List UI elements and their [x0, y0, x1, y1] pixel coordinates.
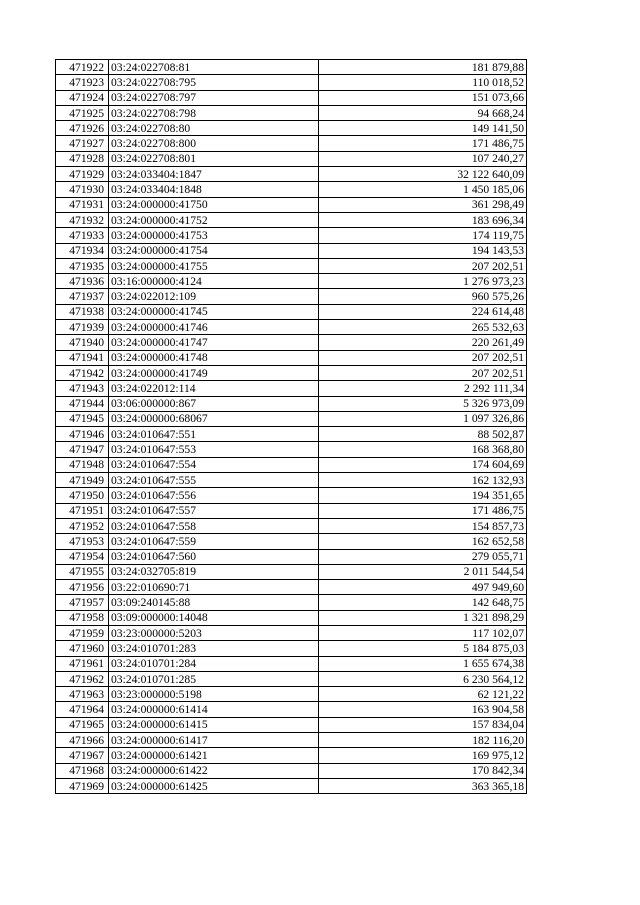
amount-cell: 207 202,51	[319, 258, 527, 273]
table-row	[56, 289, 527, 304]
table-row	[56, 518, 527, 533]
row-number-cell: 471938	[56, 304, 109, 319]
amount-cell: 1 655 674,38	[319, 656, 527, 671]
row-number-cell: 471922	[56, 60, 109, 75]
row-number-cell: 471946	[56, 427, 109, 442]
cadastral-code-cell: 03:24:000000:41755	[109, 258, 319, 273]
amount-cell: 32 122 640,09	[319, 167, 527, 182]
cadastral-code-cell: 03:24:000000:41752	[109, 212, 319, 227]
table-row	[56, 258, 527, 273]
amount-cell: 174 604,69	[319, 457, 527, 472]
amount-cell: 162 652,58	[319, 534, 527, 549]
row-number-cell: 471942	[56, 365, 109, 380]
table-row	[56, 136, 527, 151]
table-row	[56, 411, 527, 426]
amount-cell: 107 240,27	[319, 151, 527, 166]
cadastral-code-cell: 03:24:010647:553	[109, 442, 319, 457]
cadastral-code-cell: 03:24:000000:61421	[109, 748, 319, 763]
table-row	[56, 90, 527, 105]
table-row	[56, 105, 527, 120]
table-row	[56, 717, 527, 732]
table-row	[56, 381, 527, 396]
row-number-cell: 471961	[56, 656, 109, 671]
cadastral-code-cell: 03:24:022708:797	[109, 90, 319, 105]
row-number-cell: 471923	[56, 75, 109, 90]
row-number-cell: 471969	[56, 778, 109, 793]
cadastral-code-cell: 03:24:022012:109	[109, 289, 319, 304]
row-number-cell: 471960	[56, 641, 109, 656]
amount-cell: 207 202,51	[319, 365, 527, 380]
amount-cell: 169 975,12	[319, 748, 527, 763]
amount-cell: 151 073,66	[319, 90, 527, 105]
cadastral-code-cell: 03:24:022012:114	[109, 381, 319, 396]
row-number-cell: 471964	[56, 702, 109, 717]
cadastral-code-cell: 03:24:022708:795	[109, 75, 319, 90]
amount-cell: 1 321 898,29	[319, 610, 527, 625]
table-row	[56, 365, 527, 380]
table-row	[56, 473, 527, 488]
amount-cell: 1 097 326,86	[319, 411, 527, 426]
table-row	[56, 625, 527, 640]
row-number-cell: 471956	[56, 580, 109, 595]
table-row	[56, 320, 527, 335]
amount-cell: 110 018,52	[319, 75, 527, 90]
cadastral-code-cell: 03:24:000000:61415	[109, 717, 319, 732]
table-row	[56, 427, 527, 442]
table-row	[56, 228, 527, 243]
amount-cell: 171 486,75	[319, 503, 527, 518]
cadastral-code-cell: 03:24:010647:556	[109, 488, 319, 503]
cadastral-code-cell: 03:24:032705:819	[109, 564, 319, 579]
amount-cell: 220 261,49	[319, 335, 527, 350]
table-row	[56, 212, 527, 227]
table-row	[56, 151, 527, 166]
row-number-cell: 471943	[56, 381, 109, 396]
row-number-cell: 471924	[56, 90, 109, 105]
row-number-cell: 471930	[56, 182, 109, 197]
row-number-cell: 471925	[56, 105, 109, 120]
row-number-cell: 471950	[56, 488, 109, 503]
cadastral-code-cell: 03:24:022708:81	[109, 60, 319, 75]
amount-cell: 181 879,88	[319, 60, 527, 75]
cadastral-code-cell: 03:24:010647:557	[109, 503, 319, 518]
cadastral-code-cell: 03:24:000000:41750	[109, 197, 319, 212]
table-row	[56, 304, 527, 319]
amount-cell: 163 904,58	[319, 702, 527, 717]
amount-cell: 265 532,63	[319, 320, 527, 335]
cadastral-code-cell: 03:24:010647:551	[109, 427, 319, 442]
table-row	[56, 549, 527, 564]
table-row	[56, 534, 527, 549]
amount-cell: 174 119,75	[319, 228, 527, 243]
table-row	[56, 60, 527, 75]
amount-cell: 6 230 564,12	[319, 671, 527, 686]
cadastral-code-cell: 03:24:022708:800	[109, 136, 319, 151]
amount-cell: 361 298,49	[319, 197, 527, 212]
amount-cell: 960 575,26	[319, 289, 527, 304]
row-number-cell: 471926	[56, 121, 109, 136]
row-number-cell: 471968	[56, 763, 109, 778]
row-number-cell: 471951	[56, 503, 109, 518]
amount-cell: 1 276 973,23	[319, 274, 527, 289]
row-number-cell: 471939	[56, 320, 109, 335]
row-number-cell: 471947	[56, 442, 109, 457]
cadastral-code-cell: 03:24:000000:41753	[109, 228, 319, 243]
row-number-cell: 471953	[56, 534, 109, 549]
cadastral-code-cell: 03:24:010701:283	[109, 641, 319, 656]
row-number-cell: 471929	[56, 167, 109, 182]
cadastral-code-cell: 03:22:010690:71	[109, 580, 319, 595]
cadastral-code-cell: 03:24:000000:61414	[109, 702, 319, 717]
row-number-cell: 471937	[56, 289, 109, 304]
amount-cell: 224 614,48	[319, 304, 527, 319]
row-number-cell: 471967	[56, 748, 109, 763]
cadastral-code-cell: 03:16:000000:4124	[109, 274, 319, 289]
amount-cell: 207 202,51	[319, 350, 527, 365]
row-number-cell: 471952	[56, 518, 109, 533]
table-row	[56, 442, 527, 457]
row-number-cell: 471949	[56, 473, 109, 488]
row-number-cell: 471932	[56, 212, 109, 227]
row-number-cell: 471944	[56, 396, 109, 411]
cadastral-code-cell: 03:24:000000:61425	[109, 778, 319, 793]
row-number-cell: 471955	[56, 564, 109, 579]
cadastral-code-cell: 03:24:000000:61422	[109, 763, 319, 778]
cadastral-code-cell: 03:09:000000:14048	[109, 610, 319, 625]
row-number-cell: 471940	[56, 335, 109, 350]
amount-cell: 2 292 111,34	[319, 381, 527, 396]
table-row	[56, 167, 527, 182]
amount-cell: 194 143,53	[319, 243, 527, 258]
row-number-cell: 471957	[56, 595, 109, 610]
amount-cell: 497 949,60	[319, 580, 527, 595]
table-row	[56, 75, 527, 90]
amount-cell: 162 132,93	[319, 473, 527, 488]
cadastral-code-cell: 03:24:000000:41745	[109, 304, 319, 319]
row-number-cell: 471927	[56, 136, 109, 151]
table-row	[56, 274, 527, 289]
amount-cell: 183 696,34	[319, 212, 527, 227]
table-row	[56, 687, 527, 702]
amount-cell: 157 834,04	[319, 717, 527, 732]
table-row	[56, 182, 527, 197]
table-row	[56, 778, 527, 793]
row-number-cell: 471966	[56, 733, 109, 748]
table-row	[56, 748, 527, 763]
amount-cell: 5 184 875,03	[319, 641, 527, 656]
cadastral-code-cell: 03:24:010701:285	[109, 671, 319, 686]
cadastral-code-cell: 03:24:000000:61417	[109, 733, 319, 748]
cadastral-code-cell: 03:24:033404:1848	[109, 182, 319, 197]
table-row	[56, 243, 527, 258]
row-number-cell: 471963	[56, 687, 109, 702]
table-row	[56, 763, 527, 778]
cadastral-code-cell: 03:24:000000:41746	[109, 320, 319, 335]
row-number-cell: 471948	[56, 457, 109, 472]
cadastral-code-cell: 03:24:000000:41748	[109, 350, 319, 365]
table-row	[56, 503, 527, 518]
amount-cell: 142 648,75	[319, 595, 527, 610]
table-row	[56, 580, 527, 595]
cadastral-code-cell: 03:24:010647:560	[109, 549, 319, 564]
cadastral-code-cell: 03:06:000000:867	[109, 396, 319, 411]
cadastral-code-cell: 03:24:010647:554	[109, 457, 319, 472]
amount-cell: 88 502,87	[319, 427, 527, 442]
registry-table	[55, 59, 527, 794]
amount-cell: 149 141,50	[319, 121, 527, 136]
amount-cell: 171 486,75	[319, 136, 527, 151]
cadastral-code-cell: 03:24:000000:68067	[109, 411, 319, 426]
table-row	[56, 671, 527, 686]
amount-cell: 194 351,65	[319, 488, 527, 503]
amount-cell: 168 368,80	[319, 442, 527, 457]
cadastral-code-cell: 03:24:000000:41754	[109, 243, 319, 258]
row-number-cell: 471928	[56, 151, 109, 166]
amount-cell: 170 842,34	[319, 763, 527, 778]
table-row	[56, 350, 527, 365]
cadastral-code-cell: 03:09:240145:88	[109, 595, 319, 610]
amount-cell: 5 326 973,09	[319, 396, 527, 411]
row-number-cell: 471954	[56, 549, 109, 564]
registry-table-body	[56, 60, 527, 794]
cadastral-code-cell: 03:24:022708:798	[109, 105, 319, 120]
table-row	[56, 733, 527, 748]
amount-cell: 2 011 544,54	[319, 564, 527, 579]
amount-cell: 363 365,18	[319, 778, 527, 793]
amount-cell: 182 116,20	[319, 733, 527, 748]
cadastral-code-cell: 03:24:010647:555	[109, 473, 319, 488]
amount-cell: 1 450 185,06	[319, 182, 527, 197]
cadastral-code-cell: 03:24:010647:558	[109, 518, 319, 533]
table-row	[56, 702, 527, 717]
cadastral-code-cell: 03:23:000000:5198	[109, 687, 319, 702]
amount-cell: 154 857,73	[319, 518, 527, 533]
cadastral-code-cell: 03:24:000000:41747	[109, 335, 319, 350]
amount-cell: 279 055,71	[319, 549, 527, 564]
amount-cell: 117 102,07	[319, 625, 527, 640]
cadastral-code-cell: 03:24:010647:559	[109, 534, 319, 549]
row-number-cell: 471965	[56, 717, 109, 732]
table-row	[56, 656, 527, 671]
cadastral-code-cell: 03:24:022708:801	[109, 151, 319, 166]
table-row	[56, 595, 527, 610]
row-number-cell: 471931	[56, 197, 109, 212]
table-row	[56, 610, 527, 625]
row-number-cell: 471941	[56, 350, 109, 365]
table-row	[56, 197, 527, 212]
row-number-cell: 471945	[56, 411, 109, 426]
table-row	[56, 335, 527, 350]
cadastral-code-cell: 03:24:000000:41749	[109, 365, 319, 380]
table-row	[56, 488, 527, 503]
cadastral-code-cell: 03:23:000000:5203	[109, 625, 319, 640]
cadastral-code-cell: 03:24:033404:1847	[109, 167, 319, 182]
row-number-cell: 471962	[56, 671, 109, 686]
table-row	[56, 564, 527, 579]
row-number-cell: 471936	[56, 274, 109, 289]
row-number-cell: 471959	[56, 625, 109, 640]
cadastral-code-cell: 03:24:010701:284	[109, 656, 319, 671]
table-row	[56, 396, 527, 411]
cadastral-code-cell: 03:24:022708:80	[109, 121, 319, 136]
table-row	[56, 121, 527, 136]
row-number-cell: 471933	[56, 228, 109, 243]
table-row	[56, 641, 527, 656]
row-number-cell: 471935	[56, 258, 109, 273]
amount-cell: 94 668,24	[319, 105, 527, 120]
row-number-cell: 471934	[56, 243, 109, 258]
table-row	[56, 457, 527, 472]
row-number-cell: 471958	[56, 610, 109, 625]
amount-cell: 62 121,22	[319, 687, 527, 702]
